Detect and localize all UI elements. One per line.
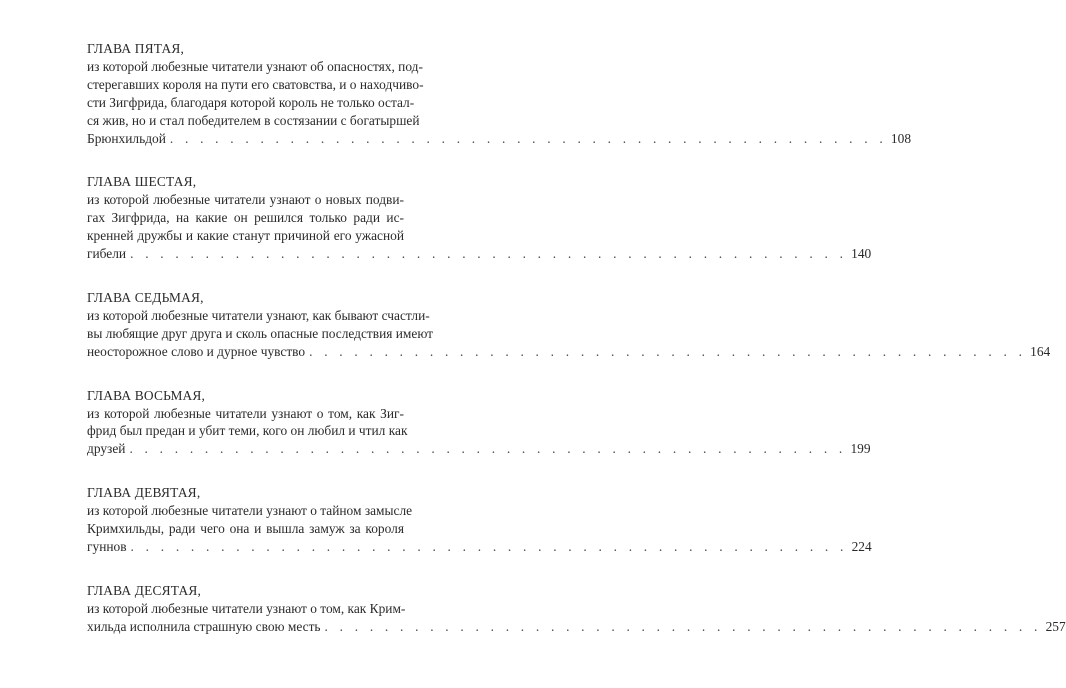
chapter-description	[87, 405, 871, 459]
description-line: ся жив, но и стал победителем в состязании с богатыршей	[87, 112, 420, 128]
description-line: кренней дружбы и какие станут причиной его ужасной	[87, 228, 404, 244]
description-line: вы любящие друг друга и сколь опасные последствия имеют	[87, 325, 434, 341]
description-line-end: друзей	[87, 441, 126, 457]
description-line-end: гибели	[87, 246, 127, 262]
dot-leader: . . . . . . . . . . . . . . . . . . . . . . . . . . . . . . . . . . . . . . . . . . . . . . . .	[130, 538, 848, 554]
description-last-line	[87, 130, 912, 148]
description-line: гах Зигфрида, на какие он решился только ради ис-	[87, 210, 404, 226]
chapter-title: ГЛАВА ДЕВЯТАЯ,	[87, 485, 201, 501]
description-last-line	[87, 618, 1066, 636]
dot-leader: . . . . . . . . . . . . . . . . . . . . . . . . . . . . . . . . . . . . . . . . . . . . . . . .	[130, 246, 848, 262]
description-last-line	[87, 343, 1051, 361]
toc-entry-chapter-6	[87, 173, 872, 263]
description-last-line	[87, 440, 871, 458]
description-line: из которой любезные читатели узнают о том, как Зиг-	[87, 405, 404, 421]
description-line-end: хильда исполнила страшную свою месть	[87, 618, 321, 634]
toc-entry-chapter-7	[87, 289, 1051, 361]
page-number: 140	[851, 246, 872, 262]
page-number: 199	[850, 441, 871, 457]
dot-leader: . . . . . . . . . . . . . . . . . . . . . . . . . . . . . . . . . . . . . . . . . . . . . . . .	[169, 130, 887, 146]
dot-leader: . . . . . . . . . . . . . . . . . . . . . . . . . . . . . . . . . . . . . . . . . . . . . . . .	[324, 618, 1042, 634]
chapter-description	[87, 307, 1051, 361]
toc-entry-chapter-5	[87, 40, 912, 147]
chapter-title: ГЛАВА ШЕСТАЯ,	[87, 174, 197, 190]
description-line: из которой любезные читатели узнают, как бывают счастли-	[87, 307, 430, 323]
description-line: из которой любезные читатели узнают о новых подви-	[87, 192, 404, 208]
toc-entry-chapter-10	[87, 582, 1066, 636]
description-line: сти Зигфрида, благодаря которой король не только остал-	[87, 94, 415, 110]
page-number: 224	[851, 538, 872, 554]
chapter-title: ГЛАВА ВОСЬМАЯ,	[87, 387, 206, 403]
description-line: из которой любезные читатели узнают об опасностях, под-	[87, 58, 423, 74]
toc-entry-chapter-8	[87, 387, 871, 459]
chapter-description	[87, 600, 1066, 636]
dot-leader: . . . . . . . . . . . . . . . . . . . . . . . . . . . . . . . . . . . . . . . . . . . . . . . .	[309, 343, 1027, 359]
page-number: 257	[1045, 618, 1066, 634]
chapter-description	[87, 502, 872, 556]
description-line-end: Брюнхильдой	[87, 130, 166, 146]
chapter-title: ГЛАВА ДЕСЯТАЯ,	[87, 582, 202, 598]
description-last-line	[87, 538, 872, 556]
page-number: 108	[890, 130, 912, 146]
page-number: 164	[1030, 343, 1051, 359]
table-of-contents	[87, 40, 1066, 662]
description-line-end: неосторожное слово и дурное чувство	[87, 343, 306, 359]
description-line: фрид был предан и убит теми, кого он любил и чтил как	[87, 423, 408, 439]
chapter-description	[87, 191, 872, 263]
dot-leader: . . . . . . . . . . . . . . . . . . . . . . . . . . . . . . . . . . . . . . . . . . . . . . . .	[129, 441, 847, 457]
description-last-line	[87, 245, 872, 263]
description-line: Кримхильды, ради чего она и вышла замуж за короля	[87, 521, 404, 537]
toc-entry-chapter-9	[87, 484, 872, 556]
description-line: из которой любезные читатели узнают о том, как Крим-	[87, 600, 406, 616]
chapter-title: ГЛАВА ПЯТАЯ,	[87, 41, 185, 56]
chapter-title: ГЛАВА СЕДЬМАЯ,	[87, 289, 204, 305]
description-line: стерегавших короля на пути его сватовства, и о находчиво-	[87, 76, 424, 92]
description-line-end: гуннов	[87, 538, 127, 554]
description-line: из которой любезные читатели узнают о тайном замысле	[87, 503, 413, 519]
chapter-description	[87, 58, 912, 148]
